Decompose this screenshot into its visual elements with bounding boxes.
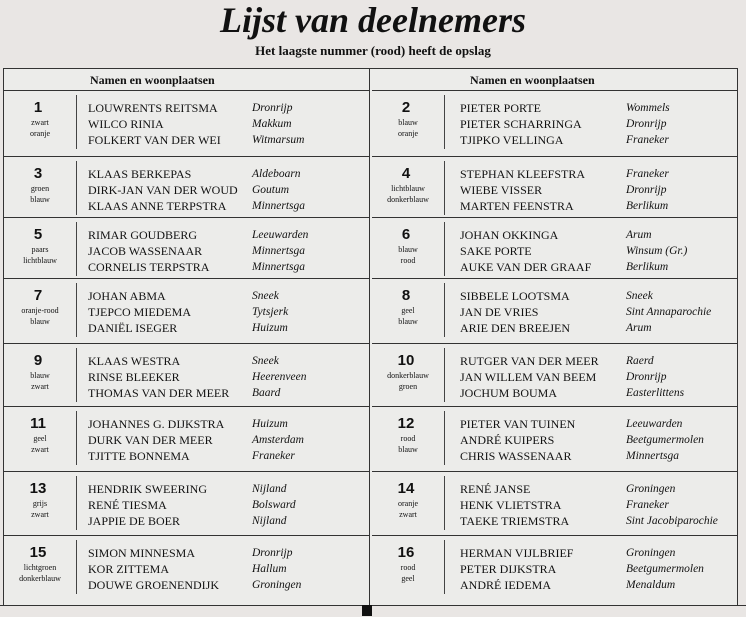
player-name: KLAAS BERKEPAS [88, 167, 192, 181]
player-row [88, 198, 368, 214]
player-name: CHRIS WASSENAAR [460, 449, 572, 463]
player-list [460, 100, 740, 148]
entry-number: 4 [401, 165, 411, 182]
player-place: Makkum [252, 118, 292, 130]
player-row [88, 182, 368, 198]
player-row [88, 545, 368, 561]
participant-entry [4, 157, 369, 218]
player-place: Beetgumermolen [626, 563, 704, 575]
right-column [372, 69, 738, 615]
left-column [4, 69, 370, 615]
entry-colors [4, 305, 76, 327]
divider [444, 476, 445, 530]
player-place: Huizum [252, 418, 288, 430]
player-list [88, 227, 368, 275]
color-label: lichtblauw [391, 184, 425, 193]
player-list [88, 353, 368, 401]
player-name: RUTGER VAN DER MEER [460, 354, 599, 368]
entry-colors [372, 498, 444, 520]
entry-number: 8 [401, 287, 411, 304]
player-place: Sint Jacobiparochie [626, 515, 718, 527]
participant-entry [372, 218, 738, 279]
player-row [460, 416, 740, 432]
entry-colors [372, 117, 444, 139]
participants-table [3, 68, 738, 616]
player-place: Berlikum [626, 200, 669, 212]
player-list [88, 481, 368, 529]
player-place: Raerd [626, 355, 654, 367]
player-row [460, 545, 740, 561]
player-row [460, 448, 740, 464]
divider [444, 411, 445, 465]
entry-colors [4, 117, 76, 139]
player-name: SAKE PORTE [460, 244, 532, 258]
player-name: HERMAN VIJLBRIEF [460, 546, 574, 560]
player-place: Dronrijp [626, 184, 667, 196]
player-place: Sneek [252, 290, 279, 302]
player-row [460, 100, 740, 116]
player-list [460, 481, 740, 529]
entry-number: 15 [29, 544, 47, 561]
player-place: Heerenveen [252, 371, 307, 383]
player-name: JOHAN OKKINGA [460, 228, 559, 242]
player-name: WILCO RINIA [88, 117, 164, 131]
player-row [460, 497, 740, 513]
color-label: blauw [398, 245, 418, 254]
player-row [460, 481, 740, 497]
player-name: TJITTE BONNEMA [88, 449, 190, 463]
player-place: Minnertsga [626, 450, 680, 462]
player-row [88, 304, 368, 320]
player-place: Aldeboarn [252, 168, 301, 180]
player-place: Nijland [252, 515, 287, 527]
color-label: lichtgroen [23, 563, 57, 572]
entry-colors [4, 183, 76, 205]
player-row [88, 385, 368, 401]
player-name: DURK VAN DER MEER [88, 433, 213, 447]
player-name: ARIE DEN BREEJEN [460, 321, 570, 335]
player-row [88, 416, 368, 432]
player-name: PIETER PORTE [460, 101, 541, 115]
divider [444, 222, 445, 276]
player-place: Sint Annaparochie [626, 306, 712, 318]
player-list [88, 288, 368, 336]
color-label: rood [400, 563, 416, 572]
player-list [460, 353, 740, 401]
entry-colors [4, 433, 76, 455]
entry-colors [4, 244, 76, 266]
player-name: JOCHUM BOUMA [460, 386, 558, 400]
player-name: SIMON MINNESMA [88, 546, 196, 560]
player-row [88, 513, 368, 529]
player-row [460, 288, 740, 304]
player-place: Minnertsga [252, 261, 306, 273]
player-row [88, 259, 368, 275]
color-label: blauw [398, 118, 418, 127]
participant-entry [372, 407, 738, 472]
player-row [88, 561, 368, 577]
player-place: Leeuwarden [626, 418, 683, 430]
player-place: Sneek [252, 355, 279, 367]
entry-colors [372, 370, 444, 392]
player-list [88, 545, 368, 593]
color-label: blauw [30, 317, 50, 326]
player-place: Dronrijp [626, 371, 667, 383]
participant-entry [372, 279, 738, 344]
entry-colors [4, 562, 76, 584]
participant-entry [372, 472, 738, 536]
entry-number: 10 [397, 352, 415, 369]
player-place: Franeker [626, 499, 669, 511]
player-row [460, 182, 740, 198]
entry-number: 13 [29, 480, 47, 497]
color-label: blauw [30, 195, 50, 204]
entry-number: 2 [401, 99, 411, 116]
color-label: blauw [30, 371, 50, 380]
player-name: KOR ZITTEMA [88, 562, 169, 576]
player-list [88, 100, 368, 148]
participant-entry [372, 536, 738, 598]
color-label: zwart [31, 382, 49, 391]
divider [76, 283, 77, 337]
participant-entry [372, 157, 738, 218]
player-name: HENDRIK SWEERING [88, 482, 207, 496]
player-row [88, 166, 368, 182]
player-list [88, 416, 368, 464]
player-place: Dronrijp [252, 102, 293, 114]
participant-entry [372, 344, 738, 407]
player-row [88, 116, 368, 132]
player-row [460, 227, 740, 243]
page-subtitle: Het laagste nummer (rood) heeft de opslag [255, 43, 491, 58]
entry-colors [372, 562, 444, 584]
player-name: JAN WILLEM VAN BEEM [460, 370, 597, 384]
divider [444, 283, 445, 337]
player-name: CORNELIS TERPSTRA [88, 260, 210, 274]
divider [76, 476, 77, 530]
player-name: PIETER VAN TUINEN [460, 417, 576, 431]
player-place: Bolsward [252, 499, 296, 511]
player-row [460, 513, 740, 529]
player-place: Groningen [626, 483, 676, 495]
color-label: grijs [32, 499, 48, 508]
participant-entry [4, 279, 369, 344]
color-label: zwart [31, 118, 49, 127]
player-name: PIETER SCHARRINGA [460, 117, 582, 131]
player-name: RINSE BLEEKER [88, 370, 180, 384]
column-header-left: Namen en woonplaatsen [4, 69, 369, 91]
player-list [460, 227, 740, 275]
player-place: Menaldum [626, 579, 676, 591]
bottom-strip [0, 605, 746, 617]
entry-number: 16 [397, 544, 415, 561]
player-place: Arum [626, 322, 652, 334]
player-name: DOUWE GROENENDIJK [88, 578, 219, 592]
participant-entry [4, 536, 369, 598]
player-place: Tytsjerk [252, 306, 289, 318]
page-title: Lijst van deelnemers [220, 0, 526, 40]
player-place: Dronrijp [626, 118, 667, 130]
entry-number: 7 [33, 287, 43, 304]
player-place: Nijland [252, 483, 287, 495]
color-label: donkerblauw [387, 371, 429, 380]
entry-colors [4, 370, 76, 392]
player-place: Beetgumermolen [626, 434, 704, 446]
player-list [460, 166, 740, 214]
entry-colors [372, 305, 444, 327]
player-place: Groningen [626, 547, 676, 559]
player-name: DIRK-JAN VAN DER WOUD [88, 183, 238, 197]
player-row [460, 577, 740, 593]
entry-colors [372, 183, 444, 205]
player-name: WIEBE VISSER [460, 183, 543, 197]
participant-entry [4, 344, 369, 407]
player-name: HENK VLIETSTRA [460, 498, 562, 512]
divider [444, 161, 445, 215]
color-label: groen [30, 184, 50, 193]
entry-number: 12 [397, 415, 415, 432]
participant-entry [4, 91, 369, 157]
player-row [460, 259, 740, 275]
player-row [460, 385, 740, 401]
player-place: Goutum [252, 184, 290, 196]
player-place: Winsum (Gr.) [626, 245, 688, 257]
player-place: Easterlittens [626, 387, 685, 399]
entry-number: 3 [33, 165, 43, 182]
player-row [460, 116, 740, 132]
player-name: KLAAS WESTRA [88, 354, 181, 368]
player-name: JACOB WASSENAAR [88, 244, 203, 258]
player-row [88, 497, 368, 513]
player-name: RENÉ JANSE [460, 482, 531, 496]
player-row [88, 481, 368, 497]
player-list [460, 288, 740, 336]
color-label: rood [400, 256, 416, 265]
color-label: blauw [398, 445, 418, 454]
player-row [88, 243, 368, 259]
player-name: STEPHAN KLEEFSTRA [460, 167, 586, 181]
player-name: TAEKE TRIEMSTRA [460, 514, 570, 528]
player-row [460, 243, 740, 259]
participant-entry [4, 407, 369, 472]
player-place: Franeker [626, 168, 669, 180]
player-name: JAN DE VRIES [460, 305, 539, 319]
player-name: TJIPKO VELLINGA [460, 133, 564, 147]
entry-number: 6 [401, 226, 411, 243]
dark-marker [362, 605, 372, 616]
player-name: JAPPIE DE BOER [88, 514, 181, 528]
divider [76, 411, 77, 465]
player-place: Minnertsga [252, 200, 306, 212]
player-place: Baard [252, 387, 281, 399]
color-label: geel [401, 306, 415, 315]
player-name: RENÉ TIESMA [88, 498, 167, 512]
entry-number: 11 [30, 415, 46, 432]
color-label: oranje [30, 129, 50, 138]
player-row [88, 432, 368, 448]
player-name: MARTEN FEENSTRA [460, 199, 574, 213]
player-place: Huizum [252, 322, 288, 334]
color-label: lichtblauw [23, 256, 57, 265]
player-name: PETER DIJKSTRA [460, 562, 557, 576]
player-name: THOMAS VAN DER MEER [88, 386, 230, 400]
divider [76, 161, 77, 215]
player-place: Franeker [252, 450, 295, 462]
color-label: zwart [399, 510, 417, 519]
color-label: geel [33, 434, 47, 443]
divider [444, 540, 445, 594]
player-place: Minnertsga [252, 245, 306, 257]
color-label: oranje [398, 499, 418, 508]
player-place: Wommels [626, 102, 670, 114]
entry-number: 5 [33, 226, 43, 243]
player-row [460, 198, 740, 214]
player-place: Dronrijp [252, 547, 293, 559]
player-name: TJEPCO MIEDEMA [88, 305, 192, 319]
participant-entry [4, 472, 369, 536]
player-place: Witmarsum [252, 134, 305, 146]
player-row [460, 166, 740, 182]
player-row [460, 369, 740, 385]
player-row [460, 353, 740, 369]
color-label: oranje-rood [21, 306, 59, 315]
color-label: donkerblauw [19, 574, 61, 583]
player-list [88, 166, 368, 214]
divider [76, 348, 77, 402]
player-name: KLAAS ANNE TERPSTRA [88, 199, 227, 213]
player-list [460, 416, 740, 464]
divider [444, 348, 445, 402]
player-list [460, 545, 740, 593]
divider [76, 540, 77, 594]
entry-number: 9 [33, 352, 43, 369]
player-row [88, 132, 368, 148]
entry-number: 1 [33, 99, 43, 116]
player-name: FOLKERT VAN DER WEI [88, 133, 221, 147]
player-name: SIBBELE LOOTSMA [460, 289, 570, 303]
color-label: zwart [31, 445, 49, 454]
entry-number: 14 [397, 480, 415, 497]
player-row [88, 353, 368, 369]
player-row [88, 320, 368, 336]
player-name: AUKE VAN DER GRAAF [460, 260, 592, 274]
divider [444, 95, 445, 149]
player-row [460, 320, 740, 336]
color-label: blauw [398, 317, 418, 326]
entry-colors [372, 244, 444, 266]
player-name: ANDRÉ IEDEMA [460, 578, 551, 592]
player-place: Groningen [252, 579, 302, 591]
player-row [88, 227, 368, 243]
player-name: JOHAN ABMA [88, 289, 166, 303]
player-place: Hallum [252, 563, 287, 575]
player-row [460, 561, 740, 577]
player-place: Arum [626, 229, 652, 241]
player-row [460, 432, 740, 448]
participant-entry [4, 218, 369, 279]
player-name: DANIËL ISEGER [88, 321, 178, 335]
player-row [88, 577, 368, 593]
player-place: Leeuwarden [252, 229, 309, 241]
player-name: RIMAR GOUDBERG [88, 228, 198, 242]
player-place: Sneek [626, 290, 653, 302]
player-name: LOUWRENTS REITSMA [88, 101, 218, 115]
column-header-right: Namen en woonplaatsen [372, 69, 738, 91]
color-label: oranje [398, 129, 418, 138]
player-name: ANDRÉ KUIPERS [460, 433, 555, 447]
participant-entry [372, 91, 738, 157]
player-name: JOHANNES G. DIJKSTRA [88, 417, 225, 431]
player-row [88, 100, 368, 116]
color-label: zwart [31, 510, 49, 519]
player-row [460, 304, 740, 320]
player-place: Berlikum [626, 261, 669, 273]
player-row [88, 448, 368, 464]
color-label: rood [400, 434, 416, 443]
color-label: paars [31, 245, 49, 254]
color-label: groen [398, 382, 418, 391]
entry-colors [372, 433, 444, 455]
divider [76, 95, 77, 149]
entry-colors [4, 498, 76, 520]
color-label: donkerblauw [387, 195, 429, 204]
player-place: Amsterdam [252, 434, 304, 446]
player-row [88, 369, 368, 385]
player-row [460, 132, 740, 148]
color-label: geel [401, 574, 415, 583]
divider [76, 222, 77, 276]
player-place: Franeker [626, 134, 669, 146]
player-row [88, 288, 368, 304]
